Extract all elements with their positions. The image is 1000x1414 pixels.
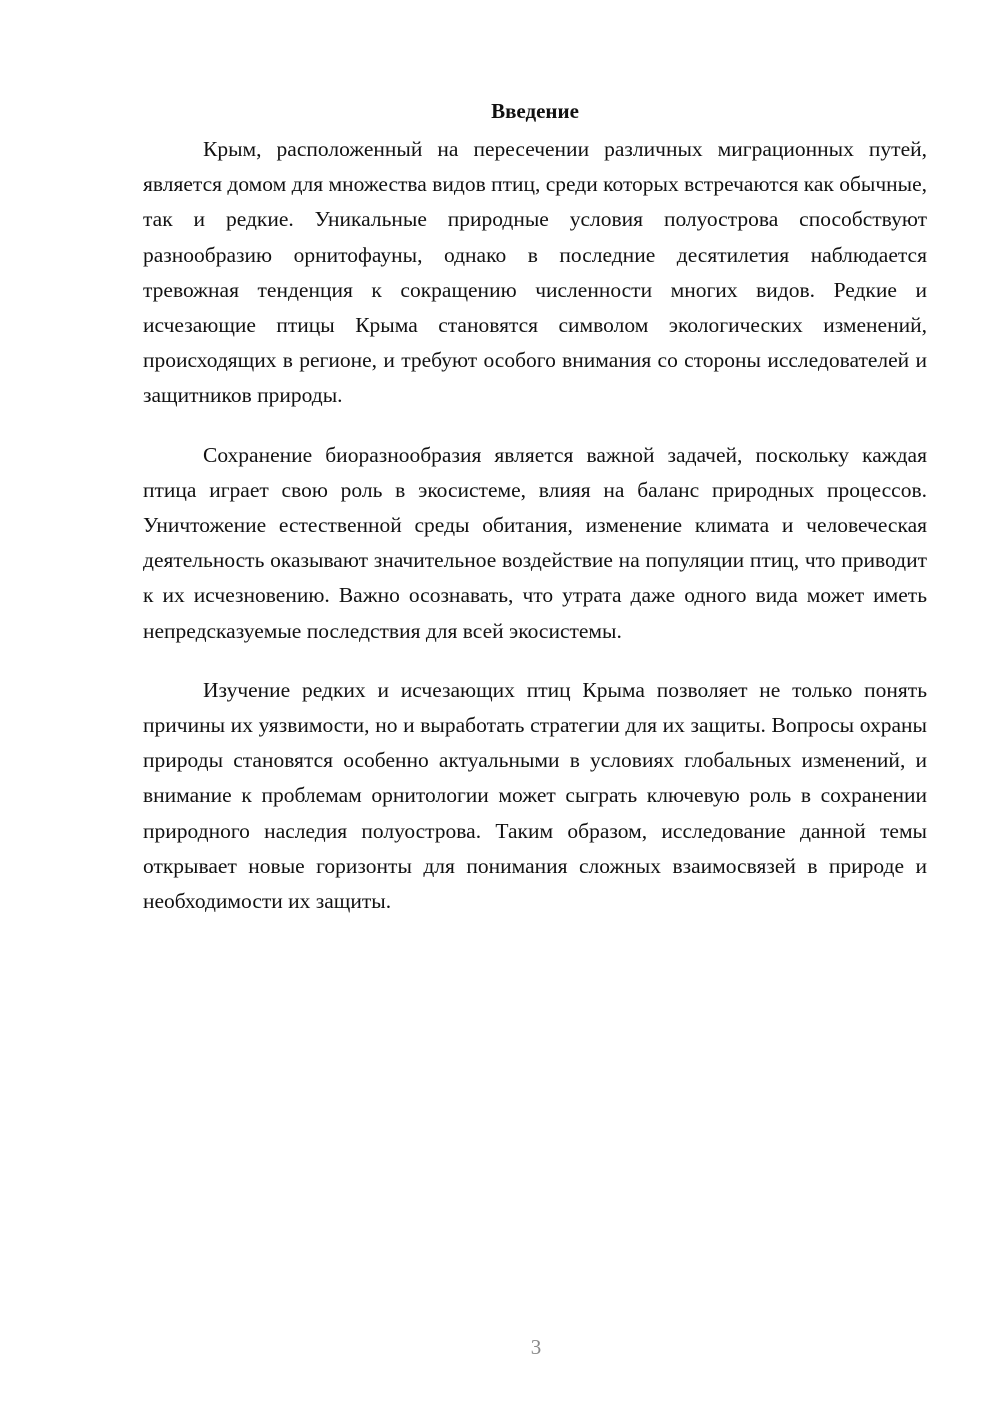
page-number: 3 bbox=[530, 1335, 542, 1359]
paragraph-3: Изучение редких и исчезающих птиц Крыма позволяет не только понять причины их уязвимости, но и выработать стратегии для их защиты. Вопросы охраны природы становятся особенно актуальными в условиях глобальных изменений, и внимание к проблемам орнитологии может сыграть ключевую роль в сохранении природного наследия полуострова. Таким образом, исследование данной темы открывает новые горизонты для понимания сложных взаимосвязей в природе и необходимости их защиты. bbox=[143, 677, 927, 914]
paragraph-2: Сохранение биоразнообразия является важной задачей, поскольку каждая птица играет свою роль в экосистеме, влияя на баланс природных процессов. Уничтожение естественной среды обитания, изменение климата и человеческая деятельность оказывают значительное воздействие на популяции птиц, что приводит к их исчезновению. Важно осознавать, что утрата даже одного вида может иметь непредсказуемые последствия для всей экосистемы. bbox=[143, 442, 927, 643]
paragraph-1: Крым, расположенный на пересечении различных миграционных путей, является домом для множества видов птиц, среди которых встречаются как обычные, так и редкие. Уникальные природные условия полуострова способствуют разнообразию орнитофауны, однако в последние десятилетия наблюдается тревожная тенденция к сокращению численности многих видов. Редкие и исчезающие птицы Крыма становятся символом экологических изменений, происходящих в регионе, и требуют особого внимания со стороны исследователей и защитников природы. bbox=[143, 137, 928, 408]
section-title: Введение bbox=[491, 99, 579, 123]
page-content bbox=[143, 96, 927, 943]
